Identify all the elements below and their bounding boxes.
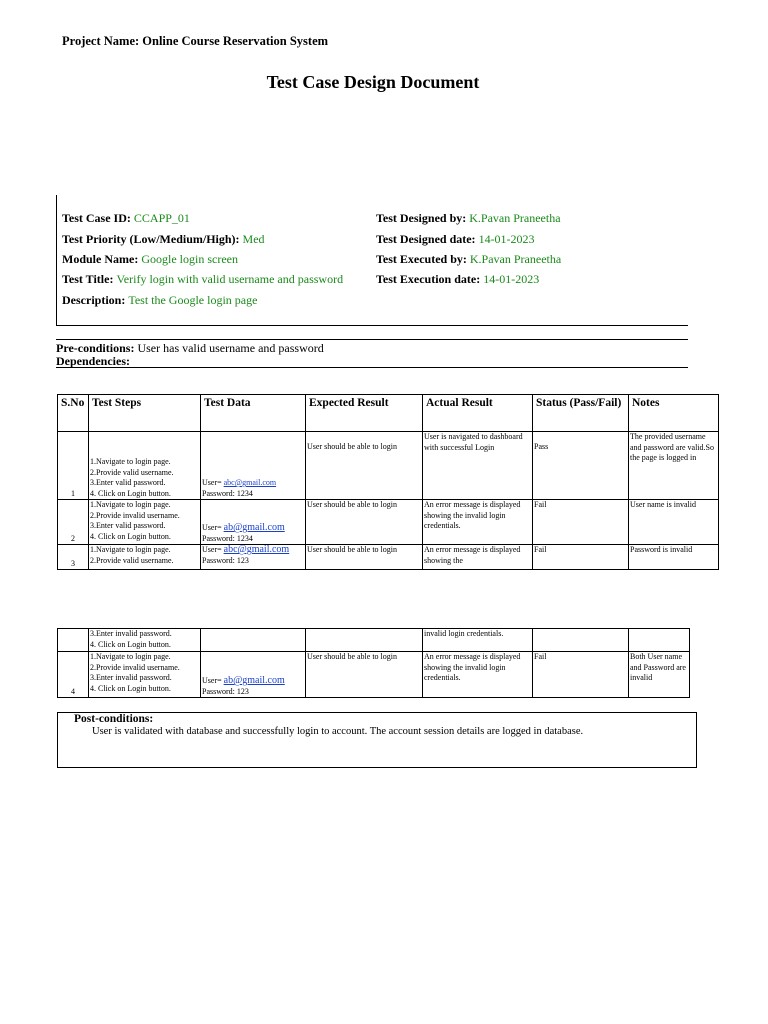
description: Description: Test the Google login page xyxy=(62,293,258,307)
row-expected: User should be able to login xyxy=(306,545,423,570)
table-header-row xyxy=(58,395,719,432)
row-notes: Both User name and Password are invalid xyxy=(629,652,690,698)
postconditions-text: User is validated with database and successfully login to account. The account session details are logged in database. xyxy=(92,726,584,737)
module-name: Module Name: Google login screen xyxy=(62,252,238,266)
header-notes: Notes xyxy=(629,395,719,432)
header-test-steps: Test Steps xyxy=(89,395,201,432)
table-row xyxy=(58,432,719,500)
test-title: Test Title: Verify login with valid username and password xyxy=(62,272,344,286)
header-test-data: Test Data xyxy=(201,395,306,432)
header-box-bottom-border xyxy=(56,325,688,326)
test-case-id: Test Case ID: CCAPP_01 xyxy=(62,211,190,225)
row-status xyxy=(533,629,629,652)
test-case-table xyxy=(57,394,719,570)
preconditions-text: User has valid username and password xyxy=(137,341,324,355)
row-test-data: User= abc@gmail.com Password: 1234 xyxy=(201,432,306,500)
header-box-left-border xyxy=(56,195,57,325)
row-test-data: User= ab@gmail.com Password: 123 xyxy=(201,652,306,698)
test-designed-date: Test Designed date: 14-01-2023 xyxy=(376,232,535,246)
row-test-data: User= ab@gmail.com Password: 1234 xyxy=(201,500,306,545)
dependencies-bottom-border xyxy=(56,367,688,368)
preconditions: Pre-conditions: User has valid username and password xyxy=(56,341,324,355)
email-link[interactable]: abc@gmail.com xyxy=(223,544,290,555)
table-row xyxy=(58,652,690,698)
email-link[interactable]: abc@gmail.com xyxy=(223,478,277,487)
dependencies: Dependencies: xyxy=(56,354,130,368)
row-actual: invalid login credentials. xyxy=(423,629,533,652)
row-steps: 1.Navigate to login page. 2.Provide invalid username. 3.Enter valid password. 4. Click on Login button. xyxy=(89,500,201,545)
email-link[interactable]: ab@gmail.com xyxy=(223,675,285,686)
row-notes: User name is invalid xyxy=(629,500,719,545)
row-steps: 1.Navigate to login page. 2.Provide valid username. xyxy=(89,545,201,570)
row-status: Fail xyxy=(533,500,629,545)
row-notes xyxy=(629,629,690,652)
row-sno: 1 xyxy=(58,432,89,500)
preconditions-top-border xyxy=(56,339,688,340)
header-status: Status (Pass/Fail) xyxy=(533,395,629,432)
row-test-data: User= abc@gmail.com Password: 123 xyxy=(201,545,306,570)
postconditions-label: Post-conditions: xyxy=(74,713,154,725)
row-expected xyxy=(306,629,423,652)
table-row-continuation xyxy=(58,629,690,652)
table-row xyxy=(58,500,719,545)
header-expected-result: Expected Result xyxy=(306,395,423,432)
project-name xyxy=(62,34,328,49)
email-link[interactable]: ab@gmail.com xyxy=(223,522,285,533)
row-actual: An error message is displayed showing the invalid login credentials. xyxy=(423,652,533,698)
row-status: Fail xyxy=(533,652,629,698)
test-case-table-continued xyxy=(57,628,690,698)
row-actual: User is navigated to dashboard with successful Login xyxy=(423,432,533,500)
row-expected: User should be able to login xyxy=(306,500,423,545)
row-sno: 2 xyxy=(58,500,89,545)
test-executed-by: Test Executed by: K.Pavan Praneetha xyxy=(376,252,562,266)
row-steps: 1.Navigate to login page. 2.Provide invalid username. 3.Enter invalid password. 4. Click on Login button. xyxy=(89,652,201,698)
row-status: Pass xyxy=(533,432,629,500)
row-sno xyxy=(58,629,89,652)
row-steps: 1.Navigate to login page. 2.Provide valid username. 3.Enter valid password. 4. Click on Login button. xyxy=(89,432,201,500)
row-notes: Password is invalid xyxy=(629,545,719,570)
row-expected: User should be able to login xyxy=(306,652,423,698)
header-actual-result: Actual Result xyxy=(423,395,533,432)
test-execution-date: Test Execution date: 14-01-2023 xyxy=(376,272,540,286)
row-actual: An error message is displayed showing the invalid login credentials. xyxy=(423,500,533,545)
row-sno: 3 xyxy=(58,545,89,570)
row-test-data xyxy=(201,629,306,652)
postconditions-box xyxy=(57,712,697,768)
row-notes: The provided username and password are valid.So the page is logged in xyxy=(629,432,719,500)
row-status: Fail xyxy=(533,545,629,570)
project-label: Project Name: xyxy=(62,34,140,48)
header-sno: S.No xyxy=(58,395,89,432)
test-designed-by: Test Designed by: K.Pavan Praneetha xyxy=(376,211,561,225)
row-steps: 3.Enter invalid password. 4. Click on Login button. xyxy=(89,629,201,652)
row-sno: 4 xyxy=(58,652,89,698)
project-value: Online Course Reservation System xyxy=(142,34,329,48)
document-title: Test Case Design Document xyxy=(266,72,480,92)
row-actual: An error message is displayed showing the xyxy=(423,545,533,570)
table-row xyxy=(58,545,719,570)
test-priority: Test Priority (Low/Medium/High): Med xyxy=(62,232,265,246)
row-expected: User should be able to login xyxy=(306,432,423,500)
